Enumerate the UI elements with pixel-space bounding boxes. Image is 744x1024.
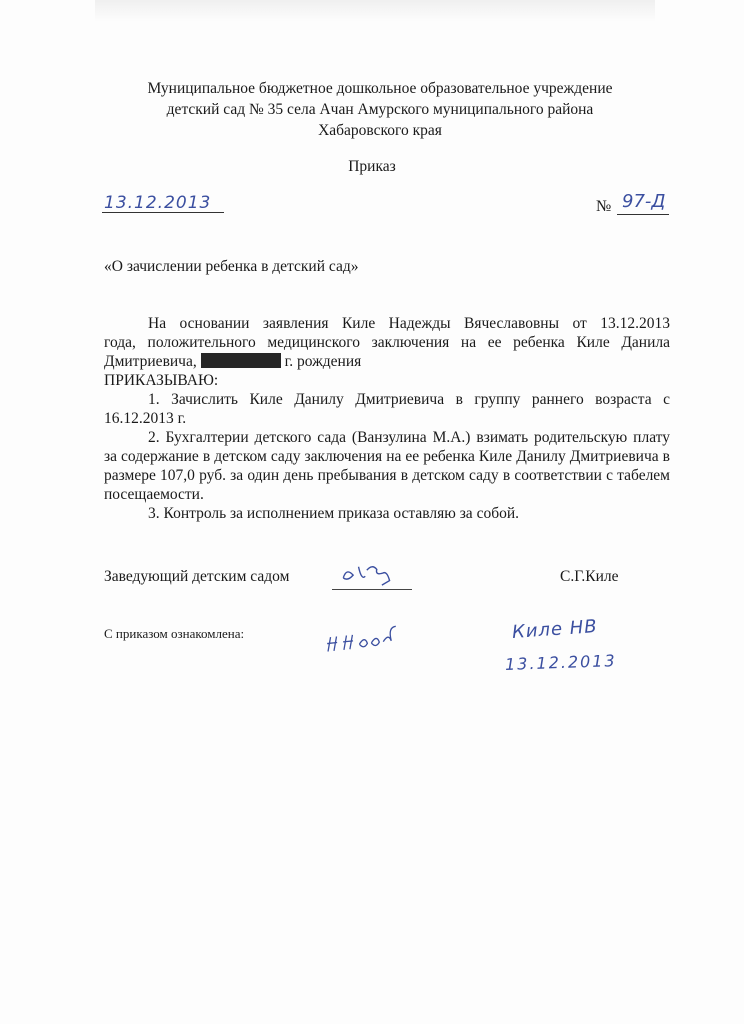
order-number-label: № bbox=[596, 198, 612, 215]
signature-underline bbox=[332, 589, 412, 590]
order-item-1: 1. Зачислить Киле Данилу Дмитриевича в группу раннего возраста с 16.12.2013 г. bbox=[104, 391, 670, 427]
scan-shadow bbox=[95, 0, 655, 22]
number-underline bbox=[617, 214, 669, 215]
order-item-3: 3. Контроль за исполнением приказа оставляю за собой. bbox=[148, 505, 520, 522]
header-line-3: Хабаровского края bbox=[318, 122, 442, 139]
order-date: 13.12.2013 bbox=[104, 193, 212, 213]
date-underline bbox=[102, 212, 224, 213]
acknowledged-label: С приказом ознакомлена: bbox=[104, 626, 245, 641]
paragraph-text: г. рождения bbox=[284, 353, 362, 370]
head-position-label: Заведующий детским садом bbox=[104, 568, 290, 585]
order-body bbox=[104, 314, 670, 523]
paragraph-line: года, положительного медицинского заключения на ее ребенка Киле Данила bbox=[104, 334, 670, 351]
institution-header bbox=[80, 78, 680, 141]
paragraph-line: На основании заявления Киле Надежды Вячеславовны от 13.12.2013 bbox=[148, 315, 670, 332]
parent-handwritten-date: 13.12.2013 bbox=[504, 651, 617, 674]
document-title: Приказ bbox=[348, 158, 396, 175]
order-item-2: 2. Бухгалтерии детского сада (Ванзулина М.А.) взимать родительскую плату за содержание в детском саду заключения на ее ребенка Киле Данилу Дмитриевича в размере 107,0 руб. за один день пребывания в детском саду в соответствии с табелем посещаемости. bbox=[104, 429, 670, 503]
head-name: С.Г.Киле bbox=[560, 568, 619, 585]
parent-handwritten-name: Киле НВ bbox=[511, 616, 599, 643]
header-line-1: Муниципальное бюджетное дошкольное образовательное учреждение bbox=[147, 80, 613, 97]
parent-signature bbox=[322, 622, 401, 658]
redacted-birth-date bbox=[201, 353, 281, 368]
order-word: ПРИКАЗЫВАЮ: bbox=[104, 372, 219, 389]
order-number: 97-Д bbox=[622, 191, 666, 212]
paragraph-text: Дмитриевича, bbox=[104, 353, 197, 370]
header-line-2: детский сад № 35 села Ачан Амурского муниципального района bbox=[166, 101, 594, 118]
paragraph-line bbox=[104, 352, 670, 371]
order-subject: «О зачислении ребенка в детский сад» bbox=[104, 258, 359, 275]
head-signature bbox=[336, 556, 402, 590]
